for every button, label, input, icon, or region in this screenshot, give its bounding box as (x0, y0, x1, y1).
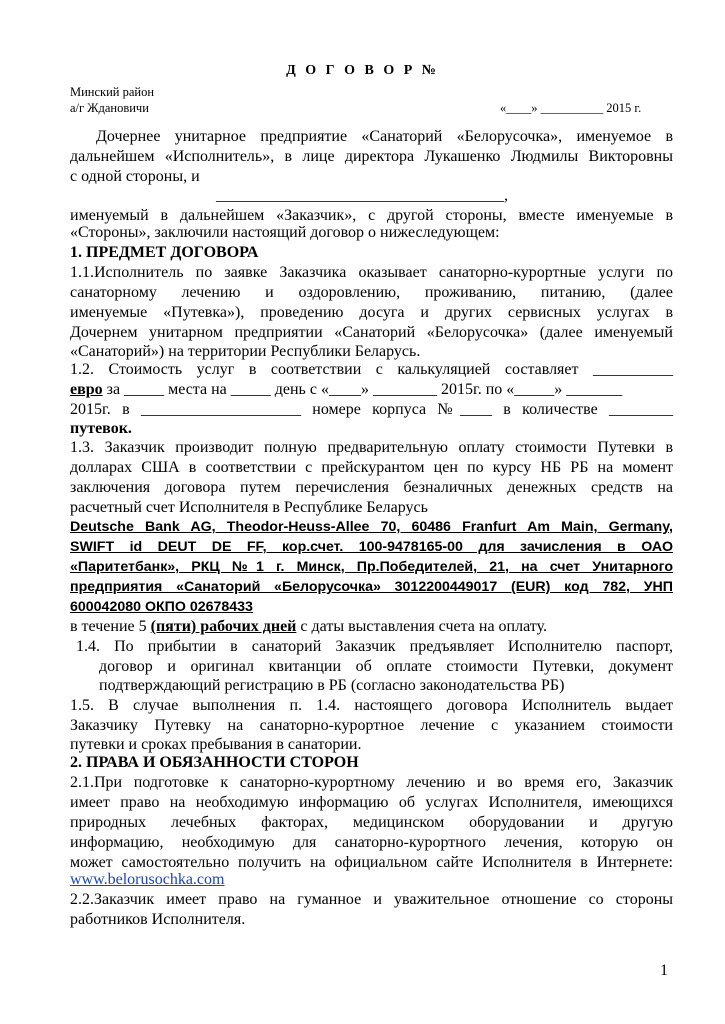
clause-1-3-line: расчетный счет Исполнителя в Республике Беларусь (70, 499, 428, 516)
customer-name-blank: ____________________________________, (216, 187, 508, 204)
clause-1-5-line: Заказчику Путевку на санаторно-курортное лечение с указанием стоимости (70, 717, 673, 734)
clause-1-5-line: путевки и сроках пребывания в санатории. (70, 736, 362, 753)
section-2-heading: 2. ПРАВА И ОБЯЗАННОСТИ СТОРОН (70, 754, 359, 771)
clause-1-4-line: договор и оригинал квитанции об оплате стоимости Путевки, документ (99, 658, 673, 675)
clause-1-3-line: 1.3. Заказчик производит полную предварительную оплату стоимости Путевки в (70, 439, 673, 456)
payment-term: в течение 5 (пяти) рабочих дней с даты выставления счета на оплату. (70, 618, 547, 635)
clause-1-1-line: 1.1.Исполнитель по заявке Заказчика оказывает санаторно-курортные услуги по (70, 264, 673, 281)
clause-2-1-line (70, 870, 673, 890)
clause-1-4-line: подтверждающий регистрацию в РБ (согласно законодательства РБ) (99, 677, 565, 694)
page-number: 1 (660, 962, 668, 979)
intro-line: именуемый в дальнейшем «Заказчик», с другой стороны, вместе именуемые в (70, 207, 673, 224)
bank-details-line: Deutsche Bank AG, Theodor-Heuss-Allee 70, 60486 Franfurt Am Main, Germany, (70, 519, 673, 535)
clause-1-1-line: именуемые «Путевка»), проведению досуга и других сервисных услугах в (70, 304, 673, 321)
clause-1-1-line: Дочернем унитарном предприятии «Санаторий «Белорусочка» (далее именуемый (70, 324, 673, 341)
intro-line: с одной стороны, и (70, 168, 200, 185)
clause-2-1-line: имеет право на необходимую информацию об услугах Исполнителя, имеющихся (70, 794, 673, 811)
intro-line: «Стороны», заключили настоящий договор о нижеследующем: (70, 224, 500, 241)
clause-1-2-line: евро за _____ места на _____ день с «____» ________ 2015г. по «_____» _______ (70, 381, 623, 398)
clause-1-1-line: санаторному лечению и оздоровлению, проживанию, питанию, (далее (70, 284, 673, 301)
clause-1-2-line: 2015г. в ____________________ номере корпуса №____ в количестве ________ (70, 401, 673, 418)
document-title: Д О Г О В О Р № (286, 63, 439, 78)
payment-term-days: (пяти) рабочих дней (150, 618, 297, 635)
clause-1-3-line: долларах США в соответствии с прейскурантом цен по курсу НБ РБ на момент (70, 459, 673, 476)
section-1-heading: 1. ПРЕДМЕТ ДОГОВОРА (70, 244, 259, 261)
clause-1-1-line: «Санаторий») на территории Республики Беларусь. (70, 343, 421, 360)
intro-line: Дочернее унитарное предприятие «Санаторий «Белорусочка», именуемое в (96, 128, 673, 145)
clause-2-1-line: информацию, необходимую для санаторно-курортного лечения, которую он (70, 834, 673, 851)
clause-2-1-line: может самостоятельно получить на официальном сайте Исполнителя в Интернете: (70, 854, 673, 871)
clause-1-5-line: 1.5. В случае выполнения п. 1.4. настоящего договора Исполнитель выдает (70, 697, 673, 714)
bank-details-line: «Паритетбанк», РКЦ №1 г. Минск, Пр.Победителей, 21, на счет Унитарного (70, 559, 673, 575)
clause-1-2-line: путевок. (70, 420, 132, 437)
place-district: Минский район (70, 85, 155, 99)
clause-2-2-line: 2.2.Заказчик имеет право на гуманное и уважительное отношение со стороны (70, 891, 673, 908)
clause-2-1-line: природных лечебных факторах, медицинском оборудовании и другую (70, 814, 673, 831)
clause-2-2-line: работников Исполнителя. (70, 911, 246, 928)
place-town: а/г Ждановичи (70, 101, 149, 115)
currency-label: евро (70, 381, 103, 398)
website-link[interactable]: www.belorusochka.com (70, 871, 225, 888)
clause-1-3-line: заключения договора путем перечисления безналичных денежных средств на (70, 479, 673, 496)
bank-details-line: 600042080 ОКПО 02678433 (70, 599, 253, 615)
bank-details-line: предприятия «Санаторий «Белорусочка» 3012200449017 (EUR) код 782, УНП (70, 579, 673, 595)
intro-line: дальнейшем «Исполнитель», в лице директора Лукашенко Людмилы Викторовны (70, 148, 673, 165)
clause-2-1-line: 2.1.При подготовке к санаторно-курортному лечению и во время его, Заказчик (70, 774, 673, 791)
bank-details-line: SWIFT id DEUT DE FF, кор.счет. 100-9478165-00 для зачисления в ОАО (70, 539, 673, 555)
clause-1-2-line: 1.2. Стоимость услуг в соответствии с калькуляцией составляет __________ (70, 361, 673, 378)
clause-1-4-line: 1.4. По прибытии в санаторий Заказчик предъявляет Исполнителю паспорт, (76, 638, 673, 655)
contract-date: «____» __________ 2015 г. (500, 101, 642, 115)
